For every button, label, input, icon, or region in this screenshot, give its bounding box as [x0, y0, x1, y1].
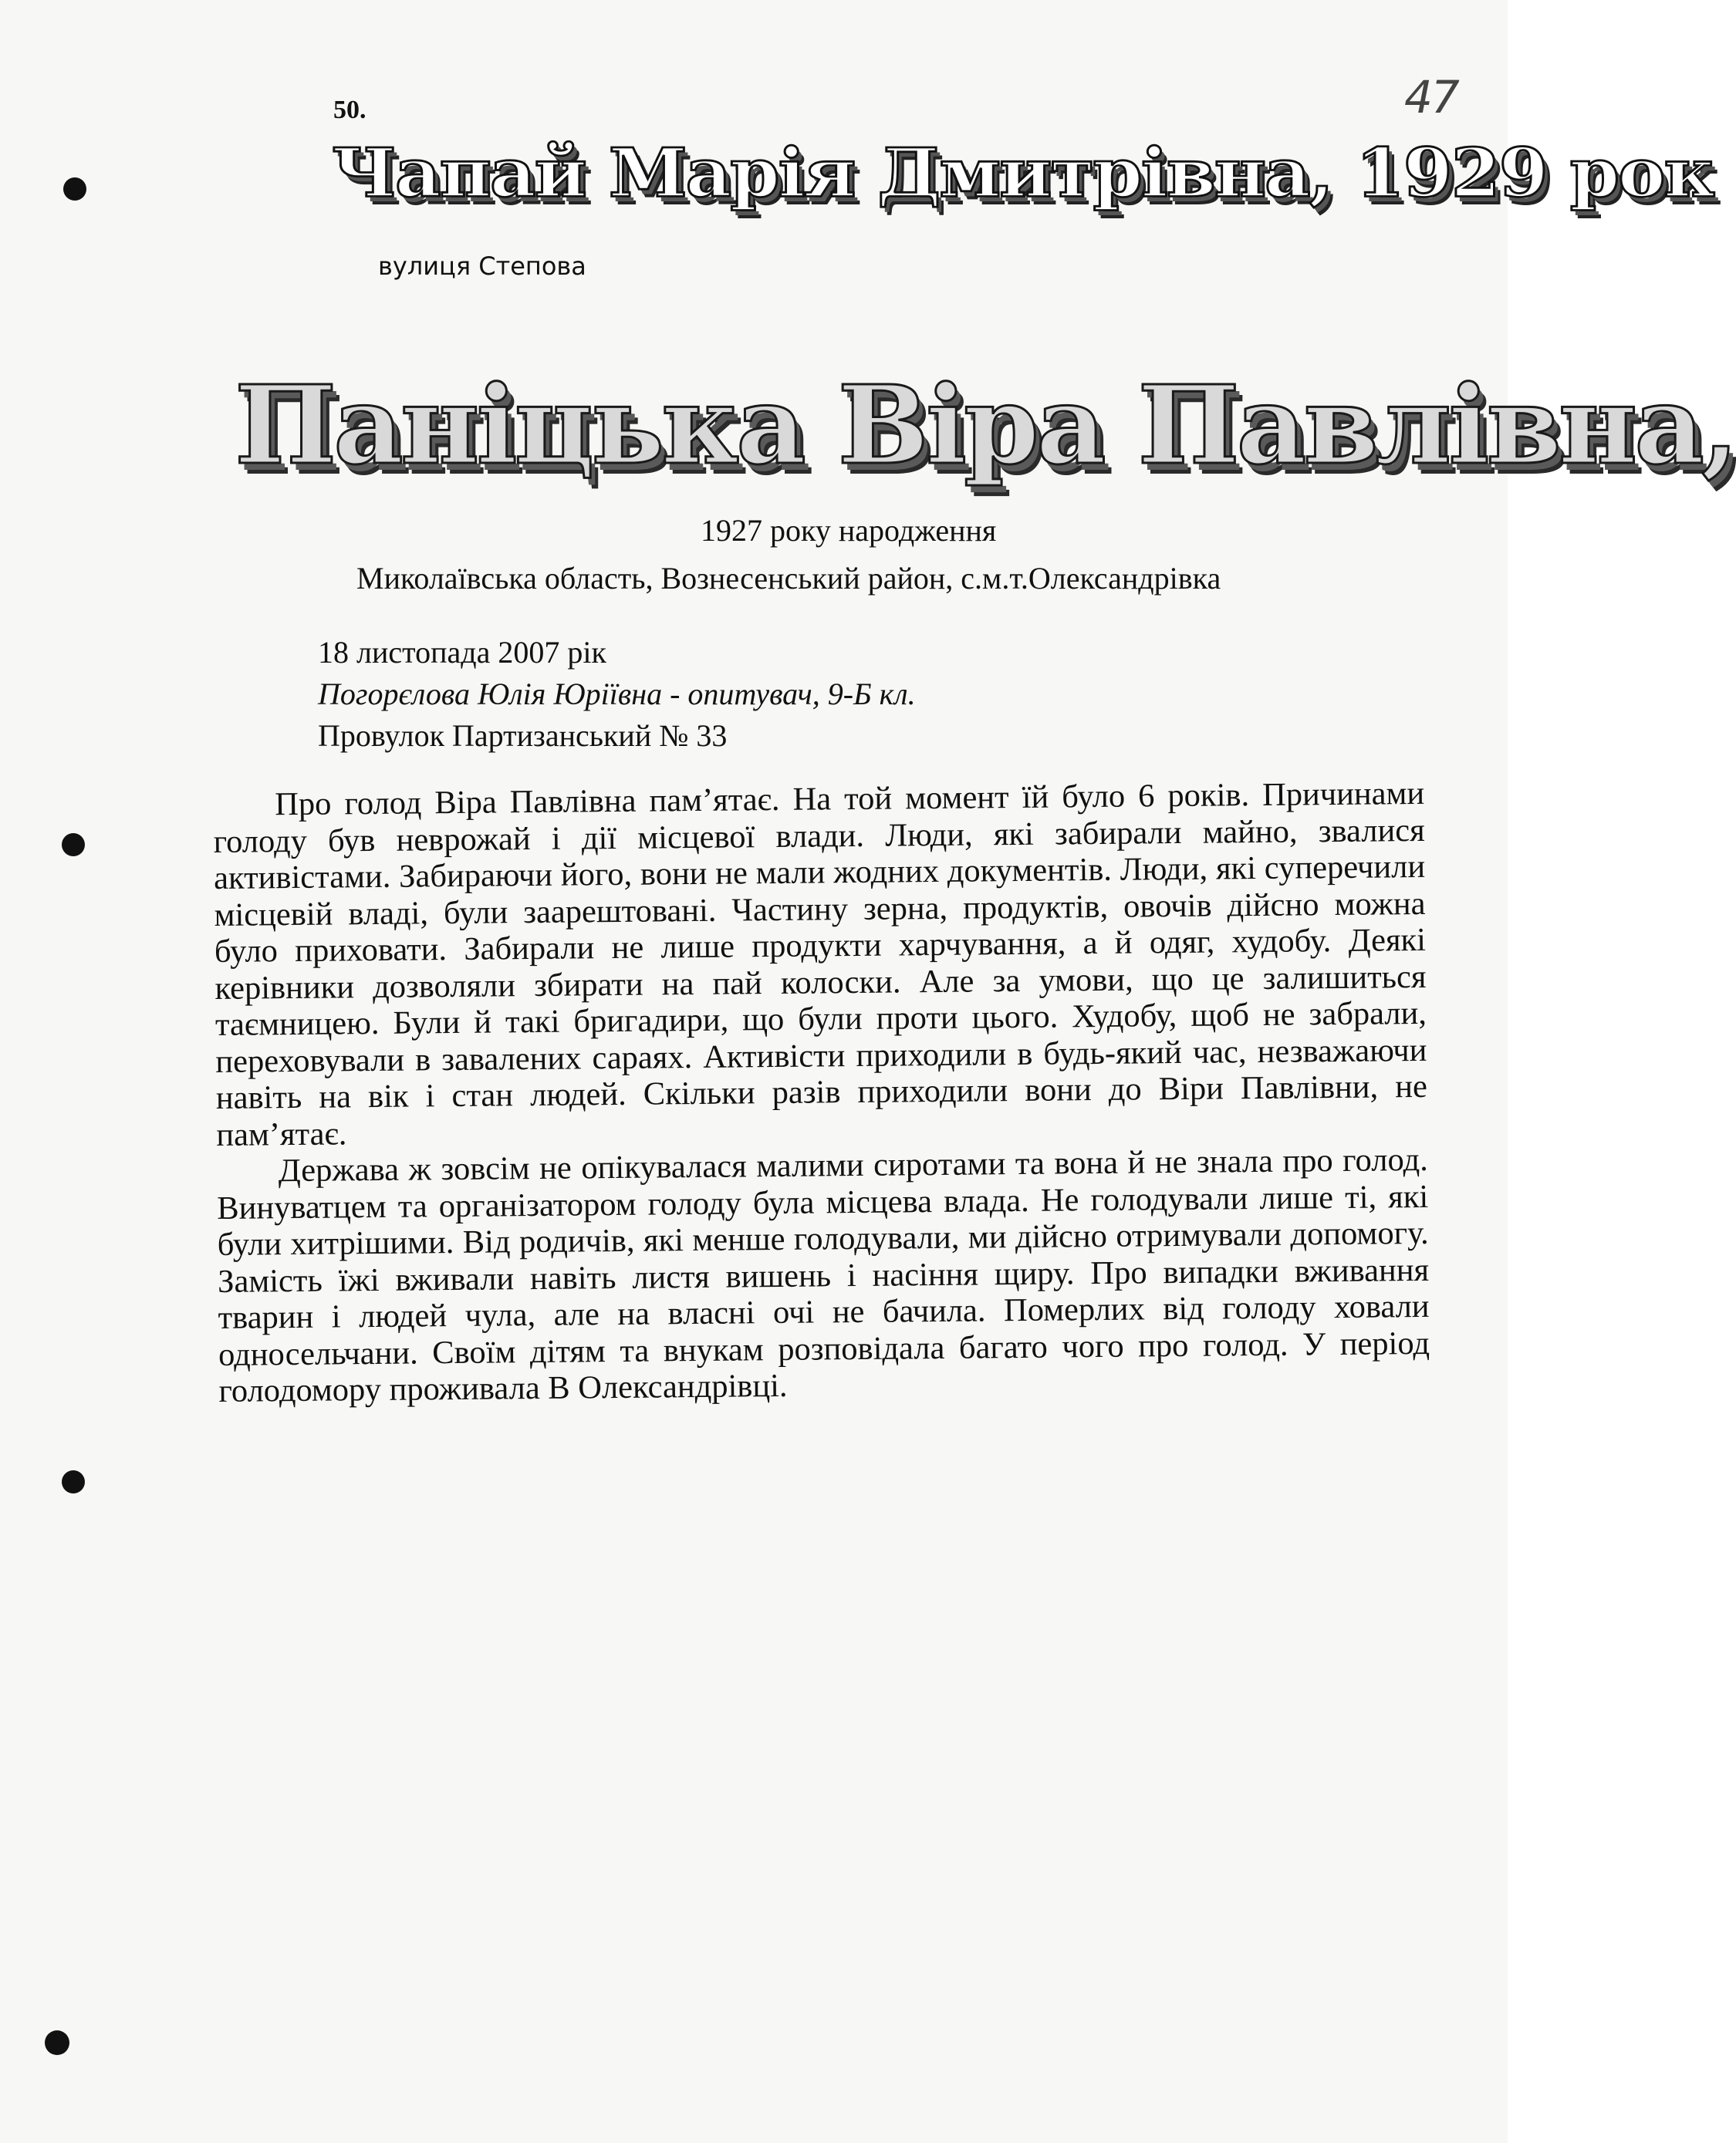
testimony-paragraph: Про голод Віра Павлівна пам’ятає. На той момент їй було 6 років. Причинами голоду був неврожай і дії місцевої влади. Люди, які забирали майно, звалися активістами. Забираючи його, вони не мали жодних документів. Люди, які суперечили місцевій владі, були заарештовані. Частину зерна, продуктів, овочів дійсно можна було приховати. Забирали не лише продукти харчування, а й одяг, худобу. Деякі керівники дозволяли збирати на пай колоски. Але за умови, що це залишиться таємницею. Були й такі бригадири, що були проти цього. Худобу, щоб не забрали, переховували в завалених сараях. Активісти приходили в будь-який час, незважаючи навіть на вік і стан людей. Скільки разів приходили вони до Віри Павлівни, не пам’ятає. — [213, 775, 1428, 1153]
testimony-text — [213, 775, 1430, 1410]
interview-date: 18 листопада 2007 рік — [318, 635, 606, 670]
punch-hole — [45, 2030, 69, 2055]
birth-year-line: 1927 року народження — [701, 513, 997, 548]
handwritten-sheet-number: 47 — [1404, 71, 1458, 123]
respondent-name-heading: Паніцька Віра Павлівна, — [235, 363, 1736, 489]
punch-hole — [62, 833, 85, 856]
previous-entry-heading: Чапай Марія Дмитрівна, 1929 рок — [332, 133, 1714, 213]
location-line: Миколаївська область, Вознесенський район, с.м.т.Олександрівка — [356, 561, 1221, 596]
punch-hole — [62, 1470, 85, 1493]
entry-number: 50. — [333, 96, 366, 124]
address-line: Провулок Партизанський № 33 — [318, 718, 728, 753]
testimony-paragraph: Держава ж зовсім не опікувалася малими сиротами та вона й не знала про голод. Винуватцем та організатором голоду була місцева влада. Не голодували лише ті, які були хитрішими. Від родичів, які менше голодували, ми дійсно отримували допомогу. Замість їжі вживали навіть листя вишень і насіння щиру. Про випадки вживання тварин і людей чула, але на власні очі не бачила. Померлих від голоду ховали односельчани. Своїм дітям та внукам розповідала багато чого про голод. У період голодомору проживала В Олександрівці. — [217, 1141, 1430, 1409]
previous-entry-street: вулиця Степова — [378, 251, 586, 281]
punch-hole — [63, 177, 86, 201]
interviewer-line: Погорєлова Юлія Юріївна - опитувач, 9-Б кл. — [318, 677, 916, 711]
